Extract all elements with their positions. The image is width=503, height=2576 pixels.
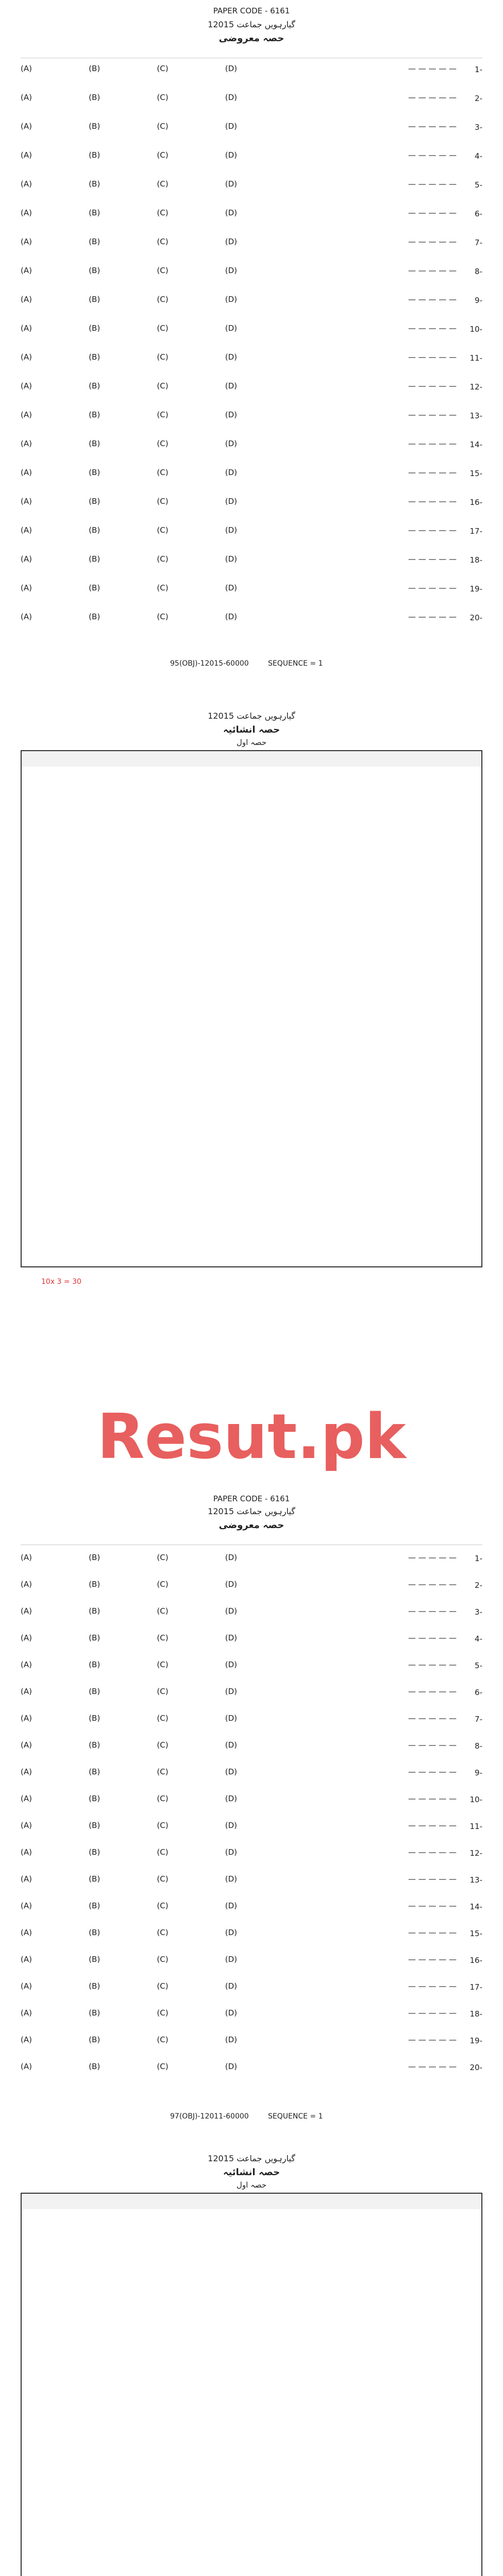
mcq-row: -15 — — — — — (A) (B) (C) (D) — [21, 468, 482, 478]
mcq-row: -14 — — — — — (A) (B) (C) (D) — [21, 1901, 482, 1911]
mcq-row: -8 — — — — — (A) (B) (C) (D) — [21, 266, 482, 276]
mcq-row: -3 — — — — — (A) (B) (C) (D) — [21, 122, 482, 132]
mcq-row: -10 — — — — — (A) (B) (C) (D) — [21, 1794, 482, 1804]
mcq-row: -4 — — — — — (A) (B) (C) (D) — [21, 1633, 482, 1643]
sheet-header: گیارہویں جماعت 12015 — [208, 711, 295, 721]
mcq-row: -4 — — — — — (A) (B) (C) (D) — [21, 150, 482, 161]
sheet-label: حصہ انشائیہ — [223, 2167, 280, 2178]
mcq-row: -19 — — — — — (A) (B) (C) (D) — [21, 2035, 482, 2045]
mcq-list — [0, 1551, 503, 2097]
sheet-header: گیارہویں جماعت 12015 — [208, 2154, 295, 2163]
sheet-label: حصہ انشائیہ — [223, 724, 280, 735]
mcq-row: -14 — — — — — (A) (B) (C) (D) — [21, 439, 482, 449]
mcq-row: -18 — — — — — (A) (B) (C) (D) — [21, 554, 482, 565]
mcq-row: -13 — — — — — (A) (B) (C) (D) — [21, 410, 482, 420]
section-label: حصہ اول — [236, 738, 267, 747]
mcq-row: -18 — — — — — (A) (B) (C) (D) — [21, 2008, 482, 2019]
mcq-row: -9 — — — — — (A) (B) (C) (D) — [21, 295, 482, 305]
mcq-row: -6 — — — — — (A) (B) (C) (D) — [21, 1687, 482, 1697]
questions-table — [21, 750, 482, 1267]
sheet-footer-code: 97(OBJ)-12011-60000 — [170, 2112, 249, 2121]
mcq-row: -2 — — — — — (A) (B) (C) (D) — [21, 93, 482, 103]
mcq-row: -6 — — — — — (A) (B) (C) (D) — [21, 208, 482, 218]
paper-code: PAPER CODE - 6161 — [213, 6, 290, 15]
mcq-row: -11 — — — — — (A) (B) (C) (D) — [21, 352, 482, 363]
mcq-row: -5 — — — — — (A) (B) (C) (D) — [21, 1660, 482, 1670]
sheet-footer-code: 95(OBJ)-12015-60000 — [170, 659, 249, 668]
sheet-label: حصہ معروضی — [219, 1520, 284, 1531]
sheet-header: گیارہویں جماعت 12015 — [208, 1506, 295, 1516]
mcq-row: -16 — — — — — (A) (B) (C) (D) — [21, 1955, 482, 1965]
mcq-row: -10 — — — — — (A) (B) (C) (D) — [21, 324, 482, 334]
section-label: حصہ اول — [236, 2180, 267, 2190]
watermark: Resut.pk — [97, 1401, 406, 1473]
mcq-row: -20 — — — — — (A) (B) (C) (D) — [21, 2062, 482, 2072]
mcq-row: -19 — — — — — (A) (B) (C) (D) — [21, 583, 482, 594]
mcq-list — [0, 62, 503, 639]
sheet-header: گیارہویں جماعت 12015 — [208, 20, 295, 29]
sheet-sequence: SEQUENCE = 1 — [268, 659, 323, 668]
mcq-row: -13 — — — — — (A) (B) (C) (D) — [21, 1874, 482, 1885]
mcq-row: -17 — — — — — (A) (B) (C) (D) — [21, 1981, 482, 1992]
page-4 — [0, 2143, 503, 2576]
mcq-row: -5 — — — — — (A) (B) (C) (D) — [21, 179, 482, 190]
mcq-row: -20 — — — — — (A) (B) (C) (D) — [21, 612, 482, 622]
mcq-row: -8 — — — — — (A) (B) (C) (D) — [21, 1740, 482, 1751]
mcq-row: -12 — — — — — (A) (B) (C) (D) — [21, 1848, 482, 1858]
table-header-row — [22, 751, 481, 767]
sheet-sequence: SEQUENCE = 1 — [268, 2112, 323, 2121]
mcq-row: -3 — — — — — (A) (B) (C) (D) — [21, 1606, 482, 1617]
mcq-row: -7 — — — — — (A) (B) (C) (D) — [21, 237, 482, 247]
mcq-row: -7 — — — — — (A) (B) (C) (D) — [21, 1714, 482, 1724]
page-2 — [0, 701, 503, 1422]
mcq-row: -17 — — — — — (A) (B) (C) (D) — [21, 526, 482, 536]
marks-note: 10x 3 = 30 — [41, 1278, 81, 1286]
mcq-row: -1 — — — — — (A) (B) (C) (D) — [21, 64, 482, 74]
mcq-row: -1 — — — — — (A) (B) (C) (D) — [21, 1553, 482, 1563]
mcq-row: -12 — — — — — (A) (B) (C) (D) — [21, 381, 482, 392]
mcq-row: -2 — — — — — (A) (B) (C) (D) — [21, 1580, 482, 1590]
mcq-row: -11 — — — — — (A) (B) (C) (D) — [21, 1821, 482, 1831]
mcq-row: -16 — — — — — (A) (B) (C) (D) — [21, 497, 482, 507]
table-header-row — [22, 2194, 481, 2209]
page-3 — [0, 1494, 503, 2143]
mcq-row: -15 — — — — — (A) (B) (C) (D) — [21, 1928, 482, 1938]
page-1 — [0, 0, 503, 701]
paper-code: PAPER CODE - 6161 — [213, 1494, 290, 1503]
mcq-row: -9 — — — — — (A) (B) (C) (D) — [21, 1767, 482, 1777]
questions-table — [21, 2193, 482, 2576]
sheet-label: حصہ معروضی — [219, 33, 284, 44]
